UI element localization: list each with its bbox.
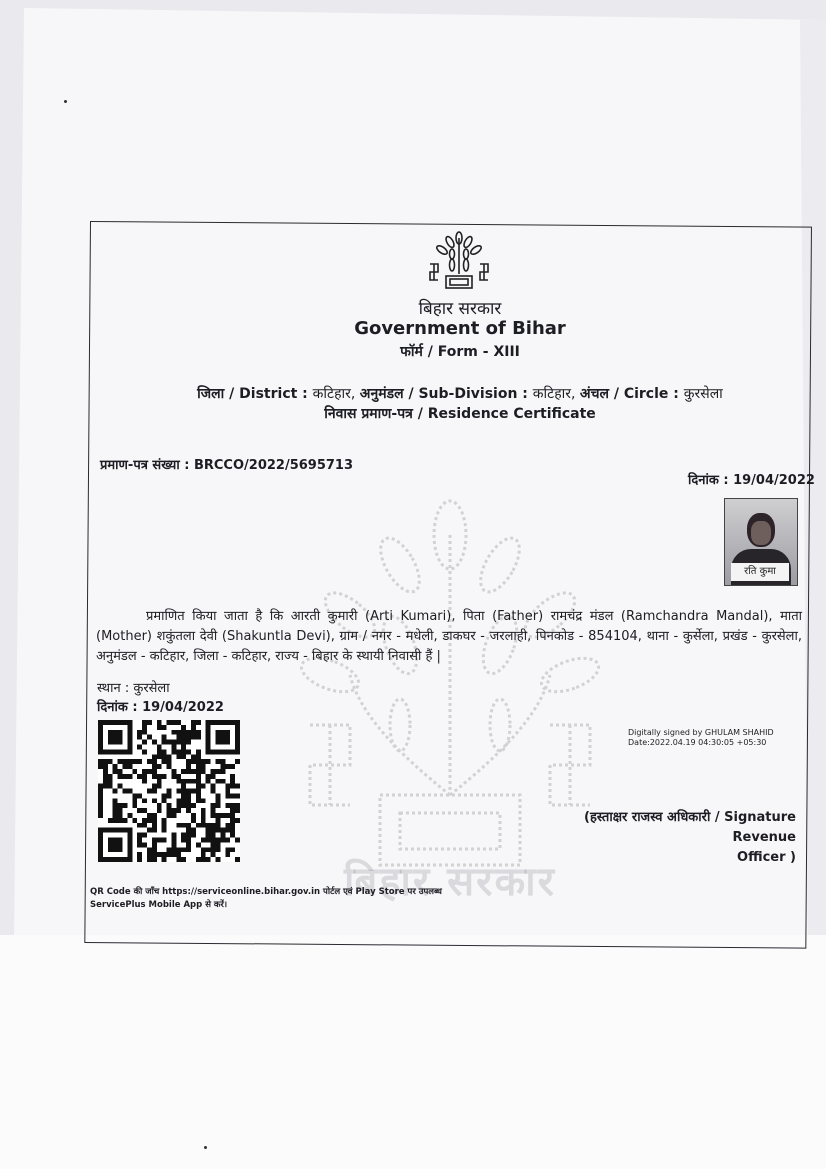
subdivision-value: कटिहार, (532, 386, 580, 402)
qr-note-line-2: ServicePlus Mobile App से करें। (90, 900, 228, 910)
district-line (120, 384, 800, 403)
circle-value: कुरसेला (683, 386, 723, 402)
photo-face (751, 521, 771, 545)
digital-signature-date: Date:2022.04.19 04:30:05 +05:30 (628, 738, 767, 747)
issue-date: दिनांक : 19/04/2022 (688, 473, 815, 488)
qr-verification-note (90, 886, 510, 912)
certificate-number: प्रमाण-पत्र संख्या : BRCCO/2022/5695713 (100, 458, 354, 473)
digital-signature (628, 728, 774, 748)
qr-note-line-1: QR Code की जाँच https://serviceonline.bihar.gov.in पोर्टल एवं Play Store पर उपलब्ध (90, 887, 442, 897)
bihar-emblem-icon (426, 230, 492, 296)
photo-signature: रति कुमा (731, 563, 789, 581)
signature-line-1: (हस्ताक्षर राजस्व अधिकारी / Signature Revenue (584, 810, 796, 845)
government-english-title: Government of Bihar (354, 318, 566, 339)
revenue-officer-signature (518, 808, 796, 868)
certificate-body (96, 607, 802, 667)
certificate-title: निवास प्रमाण-पत्र / Residence Certificate (324, 406, 596, 422)
subdivision-label: अनुमंडल / Sub-Division : (359, 386, 533, 402)
district-label: जिला / District : (197, 386, 313, 402)
paper-speck (64, 100, 67, 103)
place: स्थान : कुरसेला (97, 681, 170, 696)
certificate-body-text: प्रमाणित किया जाता है कि आरती कुमारी (Arti Kumari), पिता (Father) रामचंद्र मंडल (Ramchandra Mandal), माता (Mother) शकुंतला देवी (Shakuntla Devi), ग्राम / नगर - मधेली, डाकघर - जरलाही, पिनकोड - 854104, थाना - कुर्सेला, प्रखंड - कुरसेला, अनुमंडल - कटिहार, जिला - कटिहार, राज्य - बिहार के स्थायी निवासी हैं | (96, 609, 802, 664)
form-number: फॉर्म / Form - XIII (400, 344, 520, 360)
place-date: दिनांक : 19/04/2022 (97, 700, 224, 715)
circle-label: अंचल / Circle : (579, 386, 684, 402)
digital-signature-signer: Digitally signed by GHULAM SHAHID (628, 728, 774, 737)
signature-line-2: Officer ) (737, 850, 796, 865)
government-hindi-title: बिहार सरकार (418, 299, 502, 319)
applicant-photo (724, 498, 798, 586)
watermark-text: बिहार सरकार (344, 859, 556, 905)
page-lower-blank (0, 935, 826, 1169)
paper-speck (204, 1146, 207, 1149)
qr-code (98, 720, 240, 862)
district-value: कटिहार, (312, 386, 360, 402)
